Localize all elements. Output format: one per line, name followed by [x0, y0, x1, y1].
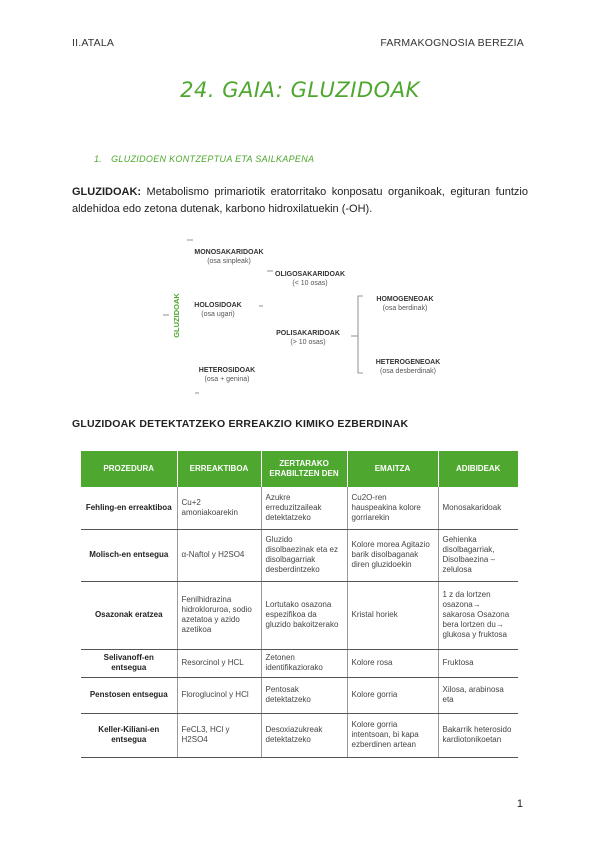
table-cell: FeCL3, HCl y H2SO4	[177, 713, 261, 757]
table-cell: Osazonak eratzea	[81, 581, 177, 649]
column-header: ADIBIDEAK	[438, 451, 518, 487]
table-cell: Keller-Kiliani-en entsegua	[81, 713, 177, 757]
definition-term: GLUZIDOAK:	[72, 186, 142, 198]
header-subject: FARMAKOGNOSIA BEREZIA	[380, 37, 524, 49]
table-cell: Desoxiazukreak detektatzeko	[261, 713, 347, 757]
table-cell: Kristal horiek	[347, 581, 438, 649]
table-row	[81, 487, 518, 529]
table-cell: Gehienka disolbagarriak, Disolbaezina – zelulosa	[438, 529, 518, 581]
table-cell: Kolore rosa	[347, 649, 438, 677]
table-cell: Zetonen identifikaziorako	[261, 649, 347, 677]
section-number: 1.	[94, 154, 103, 164]
classification-diagram	[155, 238, 455, 398]
node-heterosidoak: HETEROSIDOAK (osa + genina)	[198, 367, 256, 383]
reactions-table	[81, 451, 518, 758]
definition-text: Metabolismo primariotik eratorritako konposatu organikoak, egituran funtzio aldehidoa edo zetona dutenak, karbono hidroxilatuekin (-OH).	[72, 186, 528, 215]
table-cell: Fruktosa	[438, 649, 518, 677]
table-cell: 1 z da lortzen osazona→ sakarosa Osazona bera lortzen du→ glukosa y fruktosa	[438, 581, 518, 649]
node-heterogeneoak: HETEROGENEOAK (osa desberdinak)	[375, 359, 441, 375]
table-cell: Kolore morea Agitazio barik disolbaganak diren gluzidoekin	[347, 529, 438, 581]
table-cell: Fehling-en erreaktiboa	[81, 487, 177, 529]
table-cell: Kolore gorria	[347, 677, 438, 713]
table-cell: Penstosen entsegua	[81, 677, 177, 713]
section-text: GLUZIDOEN KONTZEPTUA ETA SAILKAPENA	[111, 154, 315, 164]
column-header: ZERTARAKO ERABILTZEN DEN	[261, 451, 347, 487]
node-homogeneoak: HOMOGENEOAK (osa berdinak)	[376, 296, 434, 312]
table-heading: GLUZIDOAK DETEKTATZEKO ERREAKZIO KIMIKO EZBERDINAK	[72, 418, 409, 430]
table-cell: Gluzido disolbaezinak eta ez disolbagarriak desberdintzeko	[261, 529, 347, 581]
table-cell: Lortutako osazona espezifikoa da gluzido bakoitzerako	[261, 581, 347, 649]
column-header: ERREAKTIBOA	[177, 451, 261, 487]
table-cell: Azukre erreduzitzaileak detektatzeko	[261, 487, 347, 529]
table-cell: Selivanoff-en entsegua	[81, 649, 177, 677]
section-heading	[94, 154, 314, 164]
column-header: PROZEDURA	[81, 451, 177, 487]
table-cell: Floroglucinol y HCl	[177, 677, 261, 713]
page-title: 24. GAIA: GLUZIDOAK	[180, 78, 420, 102]
node-monosakaridoak: MONOSAKARIDOAK (osa sinpleak)	[194, 249, 264, 265]
definition-paragraph	[72, 184, 528, 218]
table-cell: Bakarrik heterosido kardiotonikoetan	[438, 713, 518, 757]
table-cell: Cu2O-ren hauspeakina kolore gorriarekin	[347, 487, 438, 529]
node-holosidoak: HOLOSIDOAK (osa ugari)	[194, 302, 242, 318]
node-oligosakaridoak: OLIGOSAKARIDOAK (< 10 osas)	[275, 271, 345, 287]
table-cell: Fenilhidrazina hidrokloruroa, sodio azetatoa y azido azetikoa	[177, 581, 261, 649]
diagram-vertical-label: GLUZIDOAK	[171, 293, 181, 338]
table-cell: Kolore gorria intentsoan, bi kapa ezberdinen artean	[347, 713, 438, 757]
page-number: 1	[516, 798, 523, 810]
table-cell: Xilosa, arabinosa eta	[438, 677, 518, 713]
table-cell: Resorcinol y HCL	[177, 649, 261, 677]
table-cell: Cu+2 amoniakoarekin	[177, 487, 261, 529]
table-row	[81, 581, 518, 649]
node-polisakaridoak: POLISAKARIDOAK (> 10 osas)	[276, 330, 340, 346]
header-chapter: II.ATALA	[72, 37, 115, 49]
table-header-row	[81, 451, 518, 487]
table-row	[81, 677, 518, 713]
table-row	[81, 649, 518, 677]
table-cell: Pentosak detektatzeko	[261, 677, 347, 713]
table-cell: α-Naftol y H2SO4	[177, 529, 261, 581]
table-row	[81, 529, 518, 581]
table-cell: Molisch-en entsegua	[81, 529, 177, 581]
table-cell: Monosakaridoak	[438, 487, 518, 529]
column-header: EMAITZA	[347, 451, 438, 487]
table-row	[81, 713, 518, 757]
